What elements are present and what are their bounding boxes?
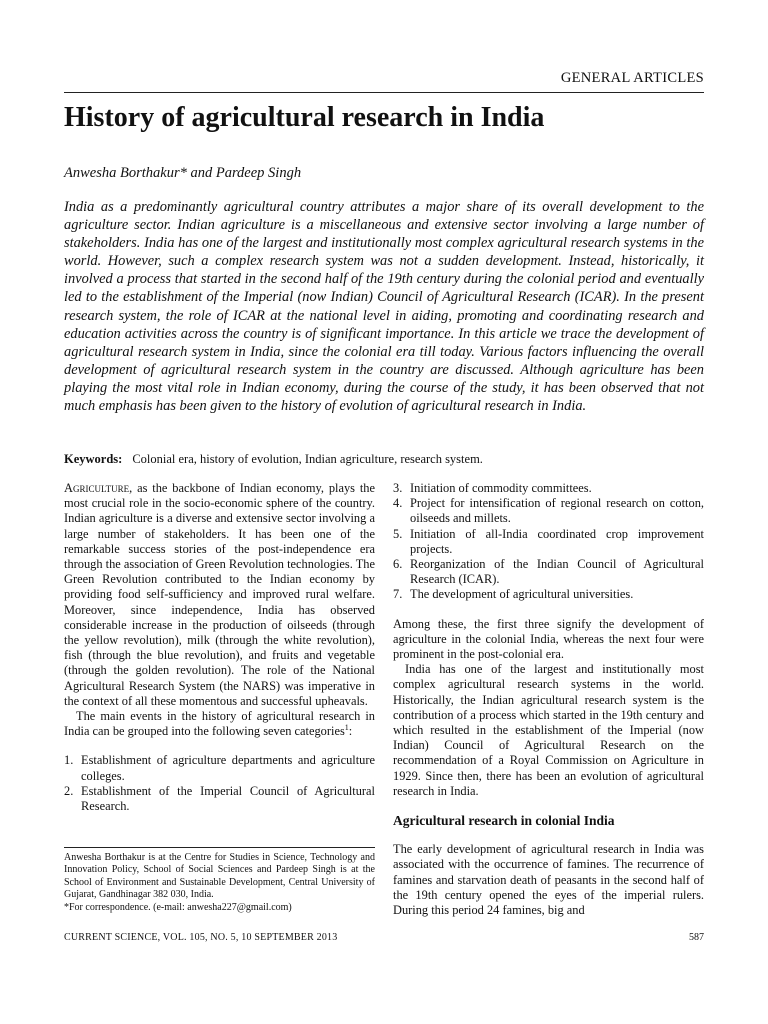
article-title: History of agricultural research in India	[64, 102, 545, 133]
section-heading: Agricultural research in colonial India	[393, 813, 615, 829]
list-item	[393, 527, 704, 557]
left-column	[64, 481, 375, 814]
list-text: Initiation of all-India coordinated crop improvement projects.	[410, 526, 704, 556]
events-list-right	[393, 481, 704, 603]
list-item	[393, 557, 704, 587]
reference-marker: 1	[344, 723, 349, 733]
list-text: The development of agricultural universities.	[410, 587, 634, 602]
list-number: 5.	[393, 526, 403, 541]
keywords	[64, 452, 483, 467]
list-number: 1.	[64, 753, 74, 768]
list-item	[64, 753, 375, 783]
list-number: 4.	[393, 496, 403, 511]
events-list-left	[64, 753, 375, 814]
list-number: 2.	[64, 783, 74, 798]
footnote	[64, 852, 375, 914]
list-text: Establishment of agriculture departments and agriculture colleges.	[81, 753, 375, 783]
author-affiliation: Anwesha Borthakur is at the Centre for Studies in Science, Technology and Innovation Policy, School of Social Sciences and Pardeep Singh is at the School of Environment and Sustainable Development, Central University of Gujarat, Gandhinagar 382 030, India.	[64, 852, 375, 901]
list-item	[393, 496, 704, 526]
events-paragraph-end: :	[348, 724, 353, 739]
correspondence: *For correspondence. (e-mail: anwesha227@gmail.com)	[64, 901, 292, 913]
journal-footer: CURRENT SCIENCE, VOL. 105, NO. 5, 10 SEPTEMBER 2013	[64, 932, 338, 943]
list-text: Establishment of the Imperial Council of Agricultural Research.	[81, 783, 375, 814]
list-text: Initiation of commodity committees.	[410, 481, 592, 495]
right-column	[393, 481, 704, 918]
keywords-label: Keywords:	[64, 452, 123, 466]
events-paragraph	[64, 709, 375, 739]
research-system-paragraph: India has one of the largest and institutionally most complex agricultural research systems in the world. Historically, the Indian agricultural research system is the contribution of a process which started in the 19th century and which resulted in the establishment of the Imperial (now Indian) Council of Agricultural Research on the recommendation of a Royal Commission on Agriculture in 1929. Since then, there has been an evolution of agricultural research in India.	[393, 662, 704, 798]
list-item	[64, 784, 375, 814]
events-paragraph-text: The main events in the history of agricultural research in India can be grouped into the following seven categories	[64, 709, 375, 739]
list-text: Project for intensification of regional research on cotton, oilseeds and millets.	[410, 496, 704, 526]
intro-text: , as the backbone of Indian economy, plays the most crucial role in the socio-economic sphere of the country. Indian agriculture is a diverse and extensive sector involving a large number of stakeholders. It has been one of the remarkable success stories of the post-independence era through the association of Green Revolution technologies. The Green Revolution contributed to the Indian economy by providing food self-sufficiency and improved rural welfare. Moreover, since independence, India has observed considerable increase in the production of oilseeds (through the yellow revolution), milk (through the white revolution), fish (through the blue revolution), and fruits and vegetable (through the golden revolution). The role of the National Agricultural Research System (the NARS) was imperative in the context of all these momentous and successful upheavals.	[64, 481, 375, 708]
article-authors: Anwesha Borthakur* and Pardeep Singh	[64, 165, 302, 181]
famines-paragraph: The early development of agricultural research in India was associated with the occurrence of famines. The recurrence of famines and starvation death of peasants in the second half of the 19th century opened the eyes of the imperial rulers. During this period 24 famines, big and	[393, 842, 704, 918]
footnote-rule	[64, 847, 375, 848]
list-number: 6.	[393, 557, 403, 572]
abstract: India as a predominantly agricultural country attributes a major share of its overall development to the agriculture sector. Indian agriculture is a miscellaneous and extensive sector involving a large number of stakeholders. India has one of the largest and institutionally most complex agricultural research systems in the world. However, such a complex research system was not a sudden development. Instead, historically, it involved a process that started in the second half of the 19th century during the colonial period and eventually led to the establishment of the Imperial (now Indian) Council of Agricultural Research (ICAR). In the present research system, the role of ICAR at the national level in aiding, promoting and coordinating research and education activities across the country is of significant importance. In this article we trace the development of agricultural research system in India, since the colonial era till today. Various factors influencing the overall development of agricultural research system in the country are discussed. Although agriculture has been playing the most vital role in Indian economy, during the course of the study, it has been observed that not much emphasis has been given to the history of evolution of agricultural research in India.	[64, 199, 704, 415]
header-rule	[64, 92, 704, 93]
keywords-text: Colonial era, history of evolution, Indian agriculture, research system.	[132, 452, 483, 466]
list-item	[393, 587, 704, 602]
list-text: Reorganization of the Indian Council of Agricultural Research (ICAR).	[410, 557, 704, 587]
intro-paragraph	[64, 481, 375, 709]
list-item	[393, 481, 704, 496]
list-number: 7.	[393, 587, 403, 602]
intro-lead: Agriculture	[64, 481, 130, 495]
categories-paragraph: Among these, the first three signify the development of agriculture in the colonial India, whereas the next four were prominent in the post-colonial era.	[393, 616, 704, 662]
page-number: 587	[689, 932, 704, 943]
list-number: 3.	[393, 481, 403, 495]
section-label: GENERAL ARTICLES	[560, 70, 704, 86]
